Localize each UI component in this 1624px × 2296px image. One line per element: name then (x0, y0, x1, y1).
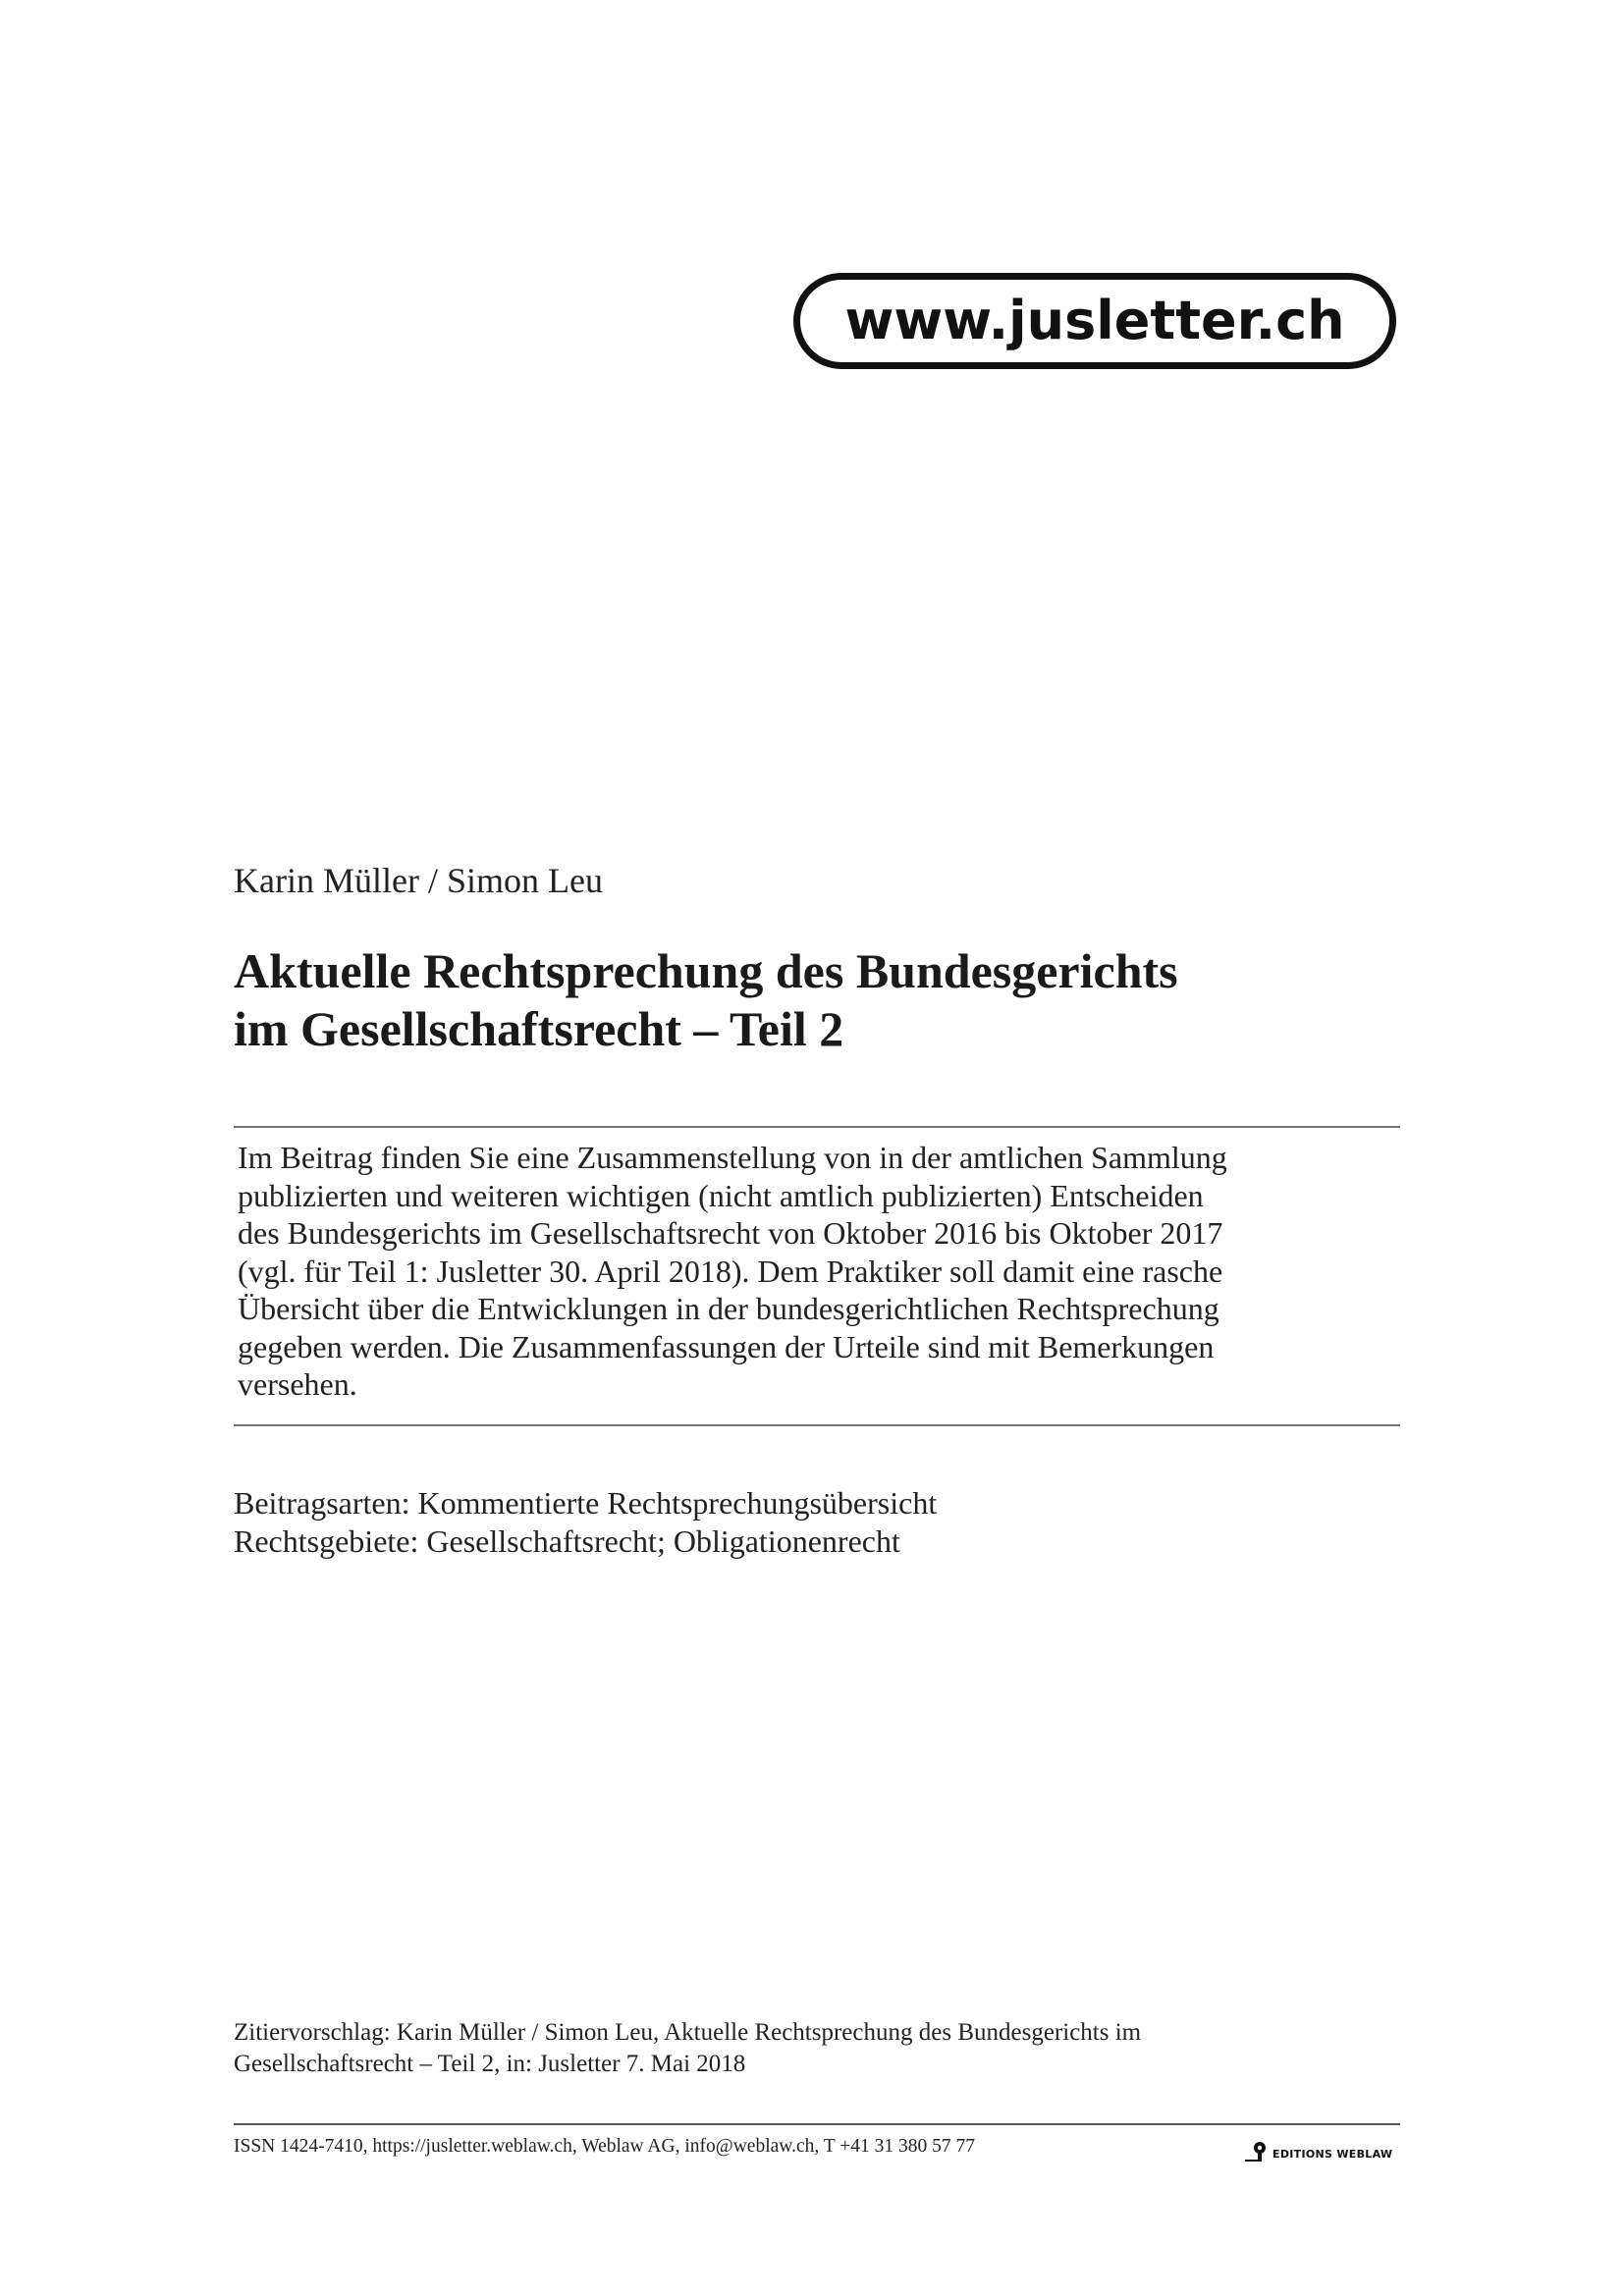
abstract-top-divider (234, 1126, 1400, 1128)
weblaw-logo-icon (1245, 2135, 1271, 2164)
title-line: im Gesellschaftsrecht – Teil 2 (234, 1001, 844, 1056)
logo-text: www.jusletter.ch (844, 290, 1345, 351)
footer-divider (234, 2123, 1400, 2125)
title-line: Aktuelle Rechtsprechung des Bundesgerichts (234, 943, 1178, 998)
abstract-line: publizierten und weiteren wichtigen (nicht amtlich publizierten) Entscheiden (238, 1177, 1204, 1213)
abstract (238, 1139, 1377, 1404)
citation-suggestion (234, 2017, 1412, 2080)
editions-weblaw-text: EDITIONS WEBLAW (1272, 2147, 1393, 2161)
abstract-line: Übersicht über die Entwicklungen in der bundesgerichtlichen Rechtsprechung (238, 1291, 1219, 1326)
abstract-line: gegeben werden. Die Zusammenfassungen der Urteile sind mit Bemerkungen (238, 1328, 1215, 1364)
footer-info: ISSN 1424-7410, https://jusletter.weblaw.ch, Weblaw AG, info@weblaw.ch, T +41 31 380 57 77 (234, 2136, 975, 2157)
beitragsarten: Beitragsarten: Kommentierte Rechtsprechungsübersicht (234, 1485, 938, 1521)
article-title (234, 942, 1412, 1058)
editions-weblaw-logo (1245, 2132, 1402, 2167)
jusletter-logo (793, 273, 1396, 369)
rechtsgebiete: Rechtsgebiete: Gesellschaftsrecht; Obligationenrecht (234, 1523, 900, 1559)
citation-line: Gesellschaftsrecht – Teil 2, in: Jusletter 7. Mai 2018 (234, 2051, 746, 2077)
abstract-bottom-divider (234, 1424, 1400, 1426)
abstract-line: (vgl. für Teil 1: Jusletter 30. April 2018). Dem Praktiker soll damit eine rasche (238, 1253, 1223, 1289)
article-metadata (234, 1484, 937, 1561)
authors: Karin Müller / Simon Leu (234, 861, 603, 900)
abstract-line: Im Beitrag finden Sie eine Zusammenstellung von in der amtlichen Sammlung (238, 1140, 1227, 1175)
abstract-line: des Bundesgerichts im Gesellschaftsrecht von Oktober 2016 bis Oktober 2017 (238, 1215, 1223, 1251)
abstract-line: versehen. (238, 1366, 357, 1402)
citation-line: Zitiervorschlag: Karin Müller / Simon Leu, Aktuelle Rechtsprechung des Bundesgerichts im (234, 2019, 1142, 2046)
